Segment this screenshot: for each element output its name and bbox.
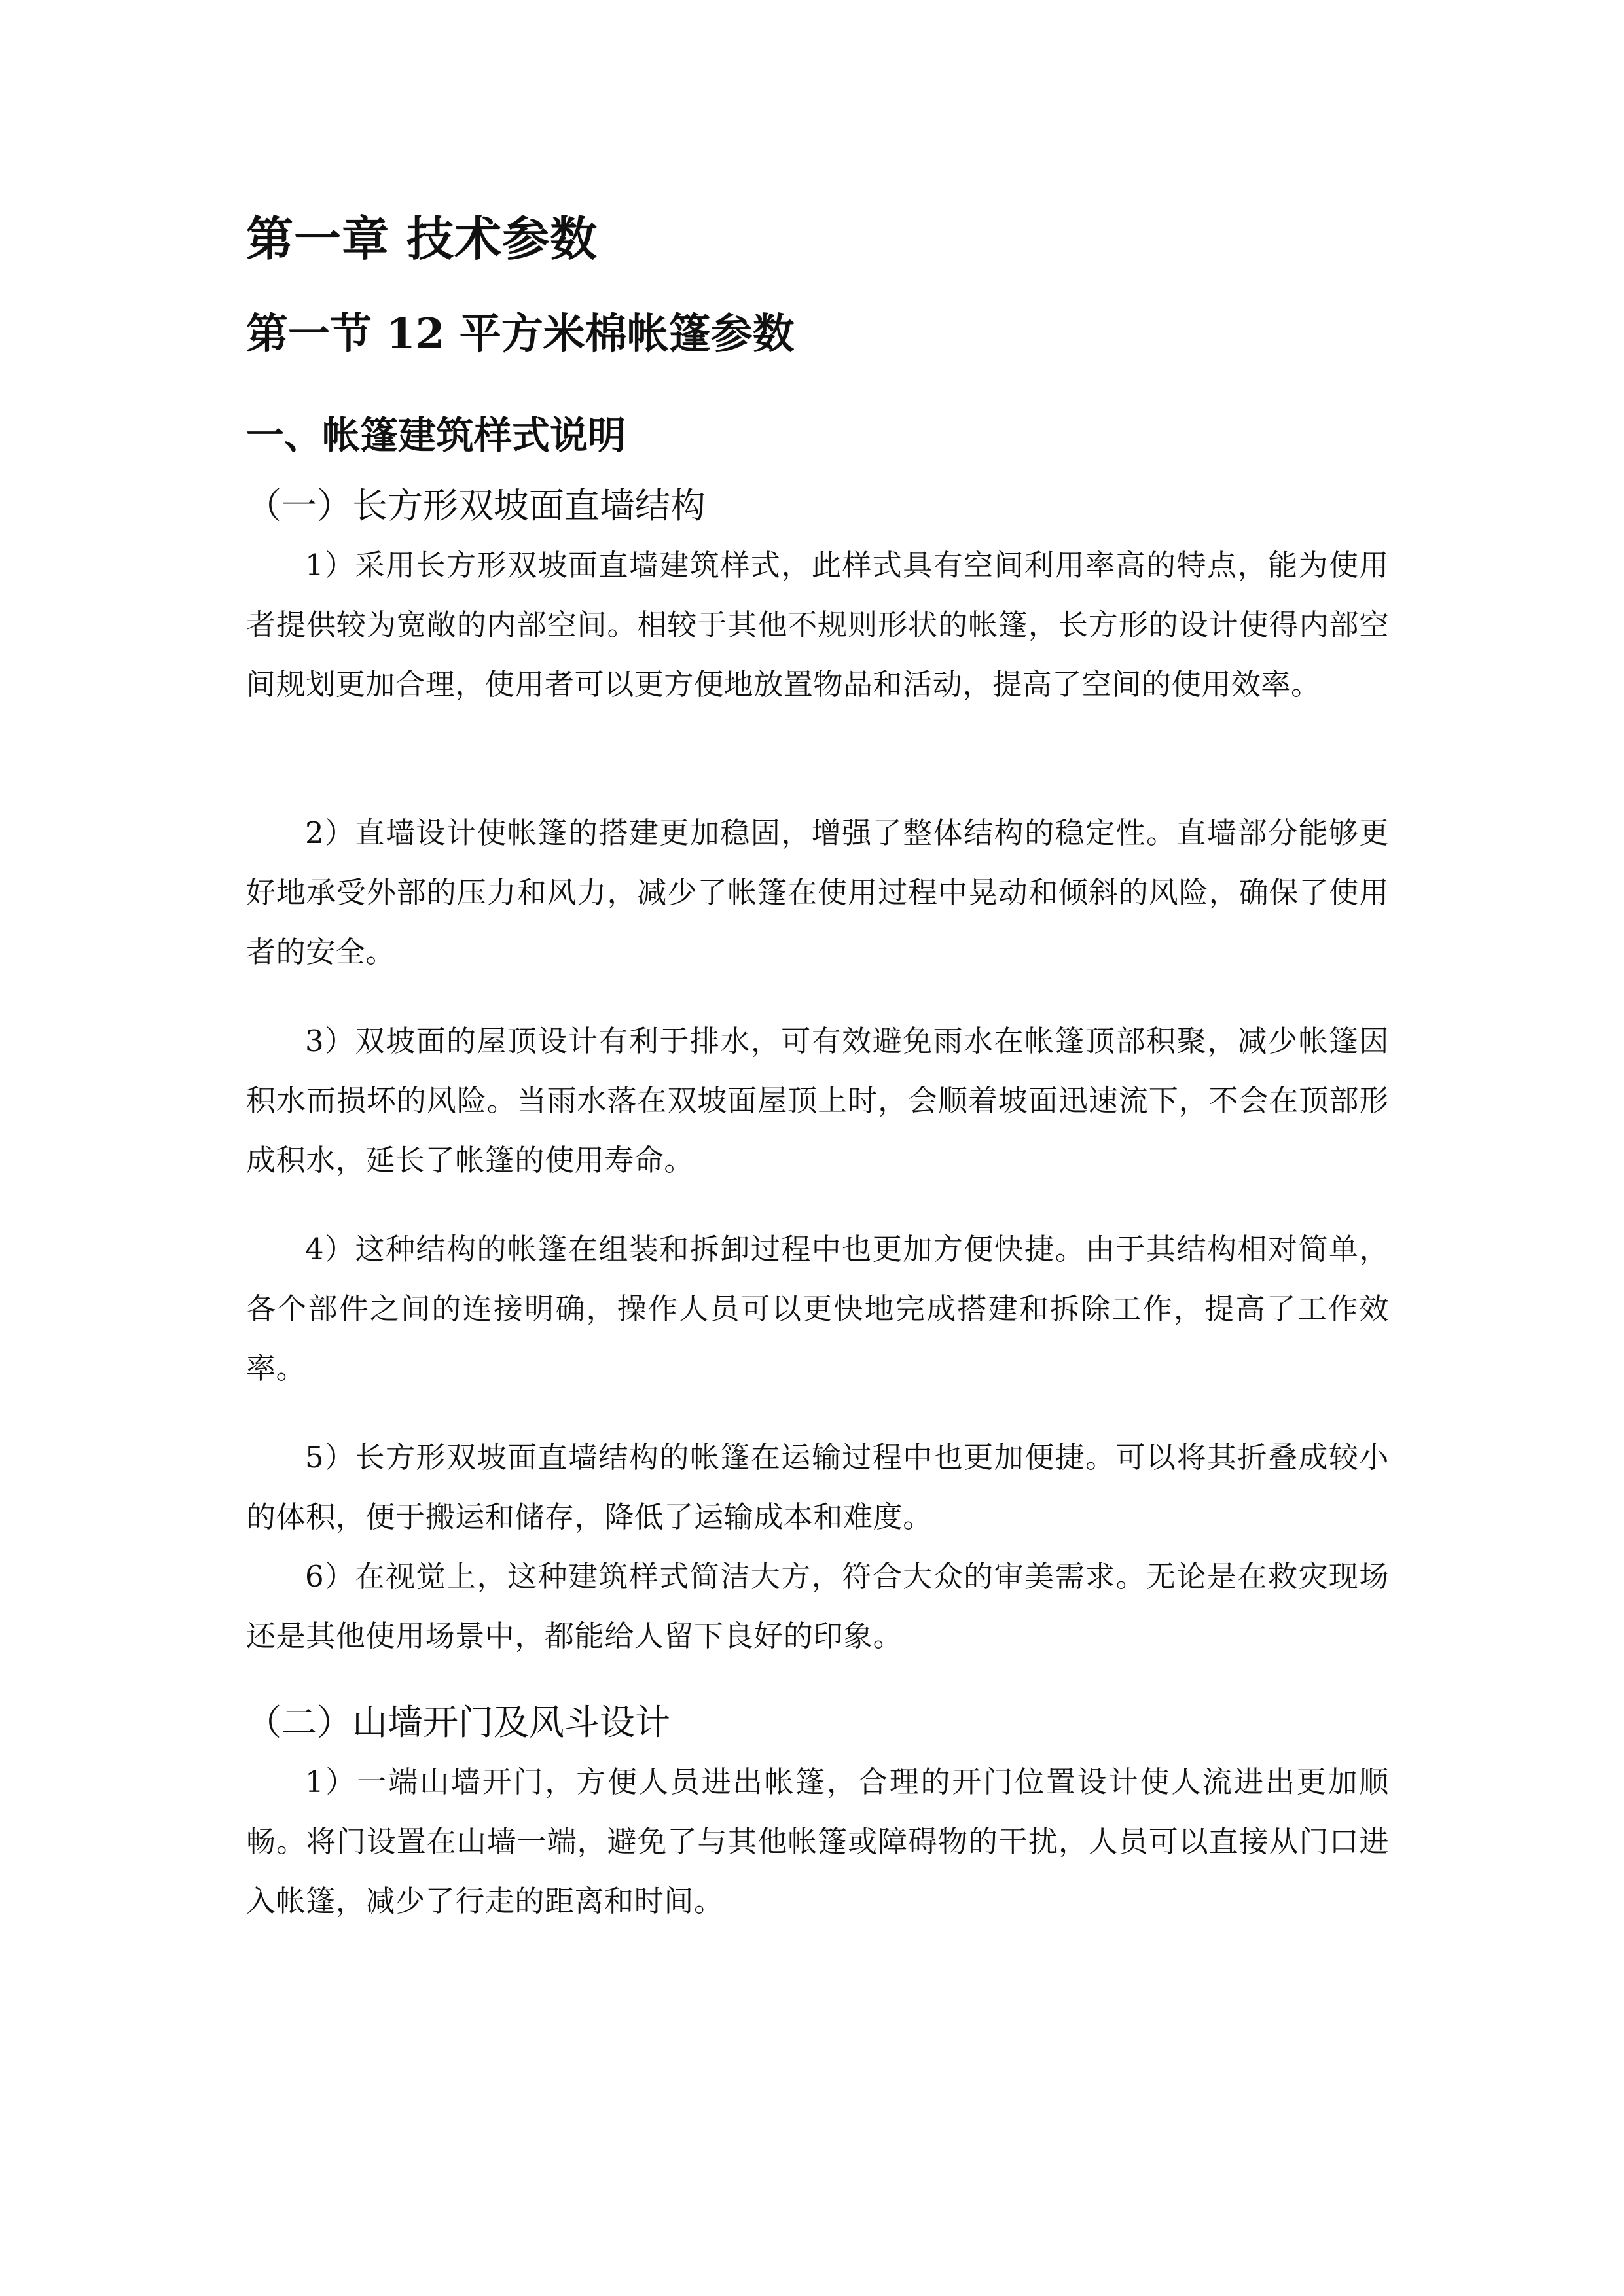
paragraph: 1）采用长方形双坡面直墙建筑样式，此样式具有空间利用率高的特点，能为使用者提供较为宽敞的内部空间。相较于其他不规则形状的帐篷，长方形的设计使得内部空间规划更加合理，使用者可以更方便地放置物品和活动，提高了空间的使用效率。: [246, 548, 1389, 702]
heading-building-style: 一、帐篷建筑样式说明: [246, 413, 626, 457]
chapter-title: 第一章 技术参数: [246, 211, 598, 266]
paragraph: 5）长方形双坡面直墙结构的帐篷在运输过程中也更加便捷。可以将其折叠成较小的体积，便于搬运和储存，降低了运输成本和难度。: [246, 1440, 1389, 1534]
paragraph: 1）一端山墙开门，方便人员进出帐篷，合理的开门位置设计使人流进出更加顺畅。将门设置在山墙一端，避免了与其他帐篷或障碍物的干扰，人员可以直接从门口进入帐篷，减少了行走的距离和时间。: [246, 1765, 1389, 1918]
subsection-title: （二）山墙开门及风斗设计: [246, 1702, 670, 1743]
subsection-title: （一）长方形双坡面直墙结构: [246, 485, 706, 526]
paragraph: 4）这种结构的帐篷在组装和拆卸过程中也更加方便快捷。由于其结构相对简单，各个部件之间的连接明确，操作人员可以更快地完成搭建和拆除工作，提高了工作效率。: [246, 1232, 1389, 1386]
paragraph: 6）在视觉上，这种建筑样式简洁大方，符合大众的审美需求。无论是在救灾现场还是其他使用场景中，都能给人留下良好的印象。: [246, 1559, 1389, 1653]
paragraph: 2）直墙设计使帐篷的搭建更加稳固，增强了整体结构的稳定性。直墙部分能够更好地承受外部的压力和风力，减少了帐篷在使用过程中晃动和倾斜的风险，确保了使用者的安全。: [246, 816, 1389, 969]
section-title: 第一节 12 平方米棉帐篷参数: [246, 310, 795, 359]
paragraph: 3）双坡面的屋顶设计有利于排水，可有效避免雨水在帐篷顶部积聚，减少帐篷因积水而损坏的风险。当雨水落在双坡面屋顶上时，会顺着坡面迅速流下，不会在顶部形成积水，延长了帐篷的使用寿命。: [246, 1024, 1389, 1177]
